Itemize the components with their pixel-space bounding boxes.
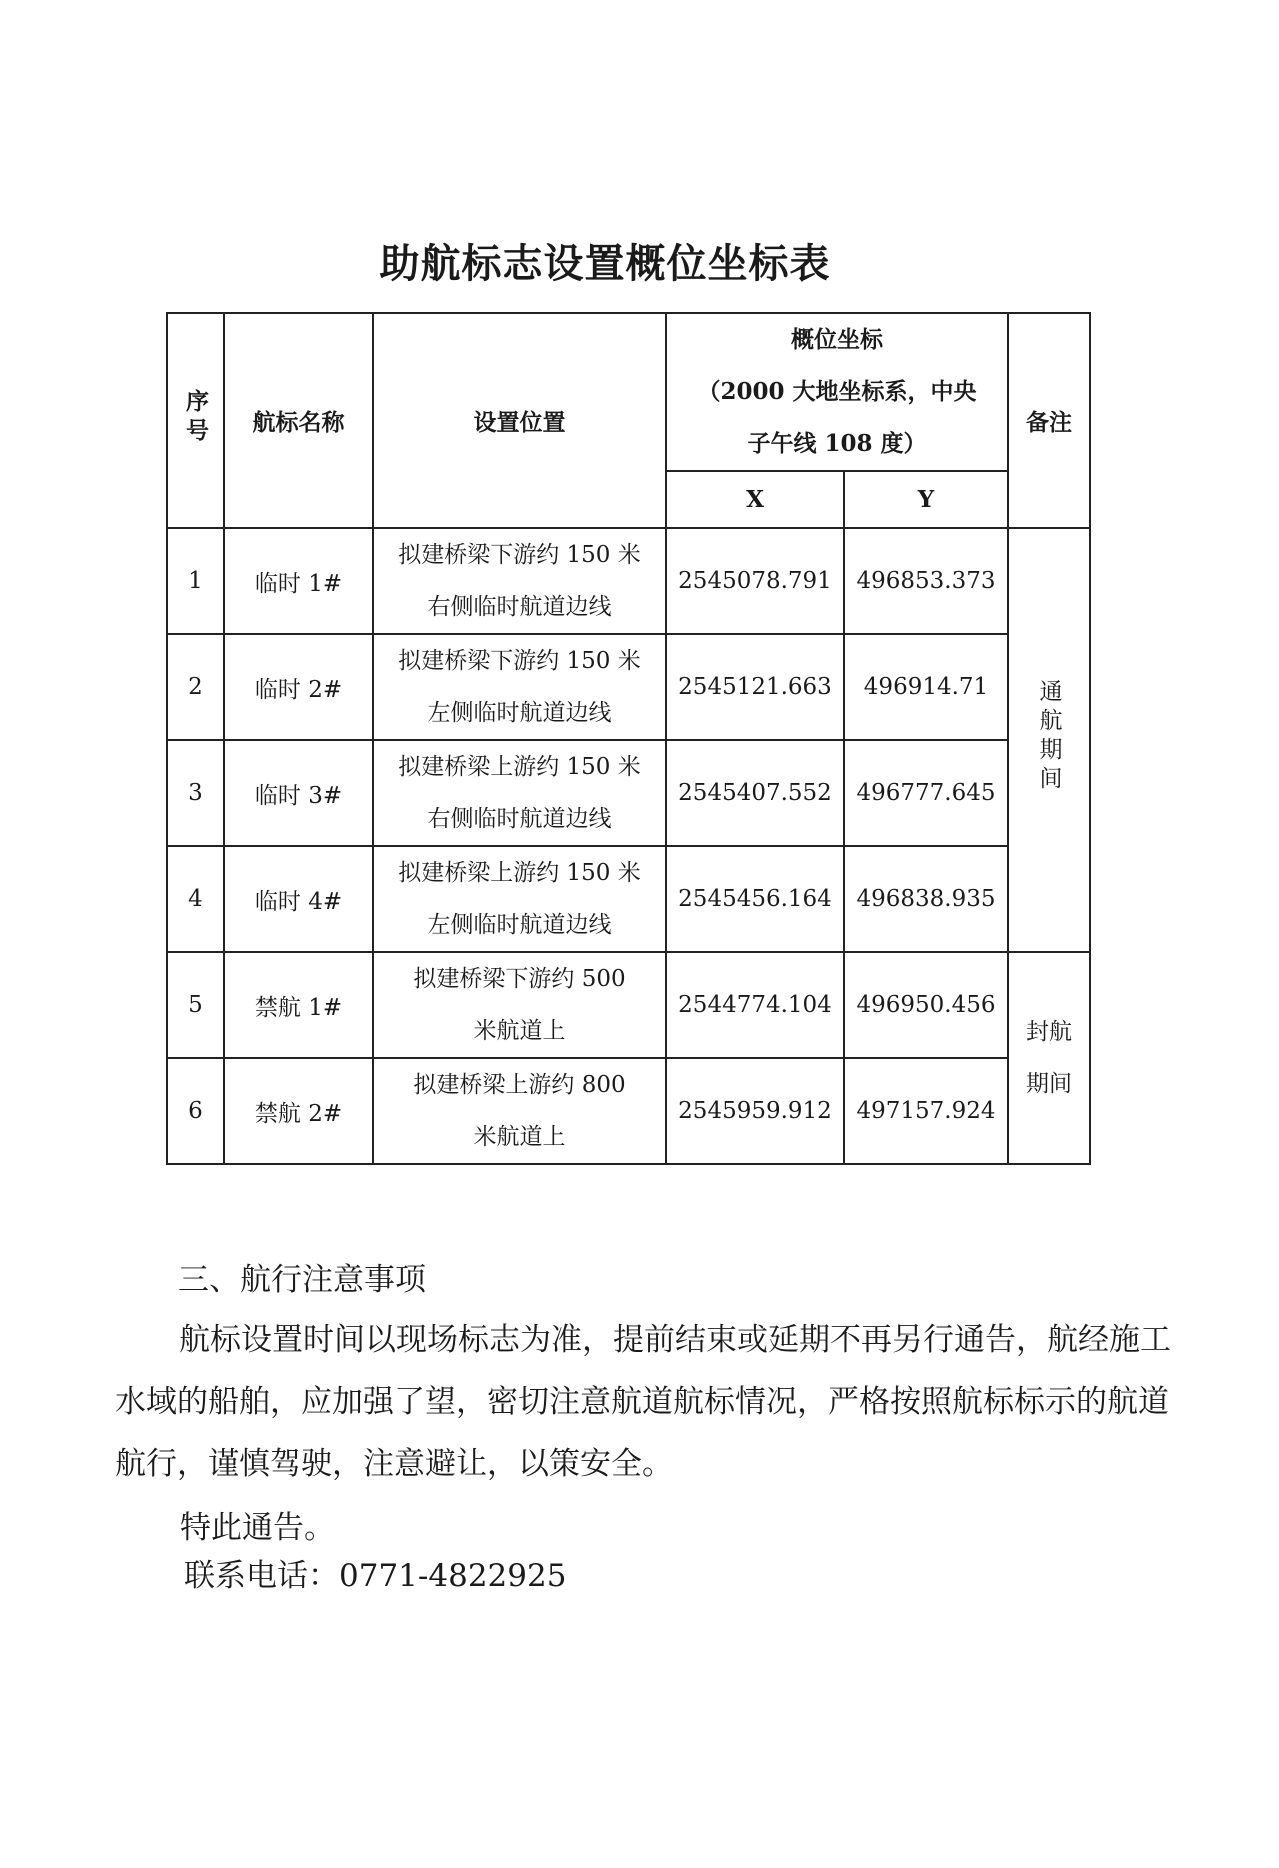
cell-x: 2544774.104	[666, 952, 844, 1058]
position-line2: 左侧临时航道边线	[427, 700, 612, 726]
cell-x: 2545078.791	[666, 528, 844, 634]
cell-index: 1	[167, 528, 224, 634]
position-line2: 右侧临时航道边线	[427, 806, 612, 832]
cell-y: 496853.373	[844, 528, 1008, 634]
cell-position	[373, 528, 666, 634]
cell-position	[373, 634, 666, 740]
header-y: Y	[844, 471, 1008, 528]
cell-index: 4	[167, 846, 224, 952]
remark-closure-period	[1008, 952, 1090, 1164]
contact-line	[184, 1545, 1264, 1607]
position-line1: 拟建桥梁上游约 150 米	[398, 860, 641, 886]
cell-x: 2545121.663	[666, 634, 844, 740]
cell-index: 2	[167, 634, 224, 740]
cell-x: 2545456.164	[666, 846, 844, 952]
cell-name: 临时 3#	[224, 740, 373, 846]
cell-name: 临时 1#	[224, 528, 373, 634]
remark-closure-line1: 封航	[1026, 1019, 1072, 1045]
remark-closure-line2: 期间	[1026, 1071, 1072, 1097]
cell-name: 临时 2#	[224, 634, 373, 740]
cell-position	[373, 952, 666, 1058]
table-row	[167, 634, 1090, 740]
cell-index: 3	[167, 740, 224, 846]
position-line1: 拟建桥梁上游约 800	[413, 1072, 626, 1098]
position-line2: 右侧临时航道边线	[427, 594, 612, 620]
cell-name: 禁航 1#	[224, 952, 373, 1058]
position-line1: 拟建桥梁下游约 150 米	[398, 542, 641, 568]
table-row	[167, 846, 1090, 952]
cell-name: 禁航 2#	[224, 1058, 373, 1164]
cell-y: 496777.645	[844, 740, 1008, 846]
cell-position	[373, 846, 666, 952]
position-line1: 拟建桥梁下游约 150 米	[398, 648, 641, 674]
closing-text: 特此通告。	[180, 1510, 335, 1546]
cell-position	[373, 1058, 666, 1164]
position-line2: 米航道上	[473, 1018, 566, 1044]
header-coords	[666, 313, 1008, 471]
cell-y: 496950.456	[844, 952, 1008, 1058]
table-row	[167, 740, 1090, 846]
cell-y: 497157.924	[844, 1058, 1008, 1164]
notice-paragraph: 航标设置时间以现场标志为准，提前结束或延期不再另行通告，航经施工水域的船舶，应加强了望，密切注意航道航标情况，严格按照航标标示的航道航行，谨慎驾驶，注意避让，以策安全。	[115, 1322, 1171, 1482]
table-row	[167, 528, 1090, 634]
header-coords-sub2: 子午线 108 度）	[747, 430, 927, 457]
cell-x: 2545959.912	[666, 1058, 844, 1164]
header-position: 设置位置	[373, 313, 666, 528]
contact-phone: 0771-4822925	[339, 1558, 567, 1594]
header-name: 航标名称	[224, 313, 373, 528]
table-row	[167, 952, 1090, 1058]
position-line1: 拟建桥梁上游约 150 米	[398, 754, 641, 780]
header-coords-sub1: （2000 大地坐标系，中央	[697, 378, 977, 405]
coordinate-table	[166, 312, 1091, 1165]
cell-index: 5	[167, 952, 224, 1058]
contact-label: 联系电话：	[184, 1558, 339, 1594]
cell-y: 496838.935	[844, 846, 1008, 952]
section-heading: 三、航行注意事项	[178, 1262, 426, 1298]
header-coords-title: 概位坐标	[791, 326, 883, 353]
position-line1: 拟建桥梁下游约 500	[413, 966, 626, 992]
position-line2: 左侧临时航道边线	[427, 912, 612, 938]
position-line2: 米航道上	[473, 1124, 566, 1150]
cell-name: 临时 4#	[224, 846, 373, 952]
header-x: X	[666, 471, 844, 528]
cell-y: 496914.71	[844, 634, 1008, 740]
table-row	[167, 1058, 1090, 1164]
remark-navigation-period: 通航期间	[1008, 528, 1090, 952]
cell-position	[373, 740, 666, 846]
page-title: 助航标志设置概位坐标表	[379, 240, 831, 287]
header-index: 序号	[167, 313, 224, 528]
header-remark: 备注	[1008, 313, 1090, 528]
cell-index: 6	[167, 1058, 224, 1164]
cell-x: 2545407.552	[666, 740, 844, 846]
